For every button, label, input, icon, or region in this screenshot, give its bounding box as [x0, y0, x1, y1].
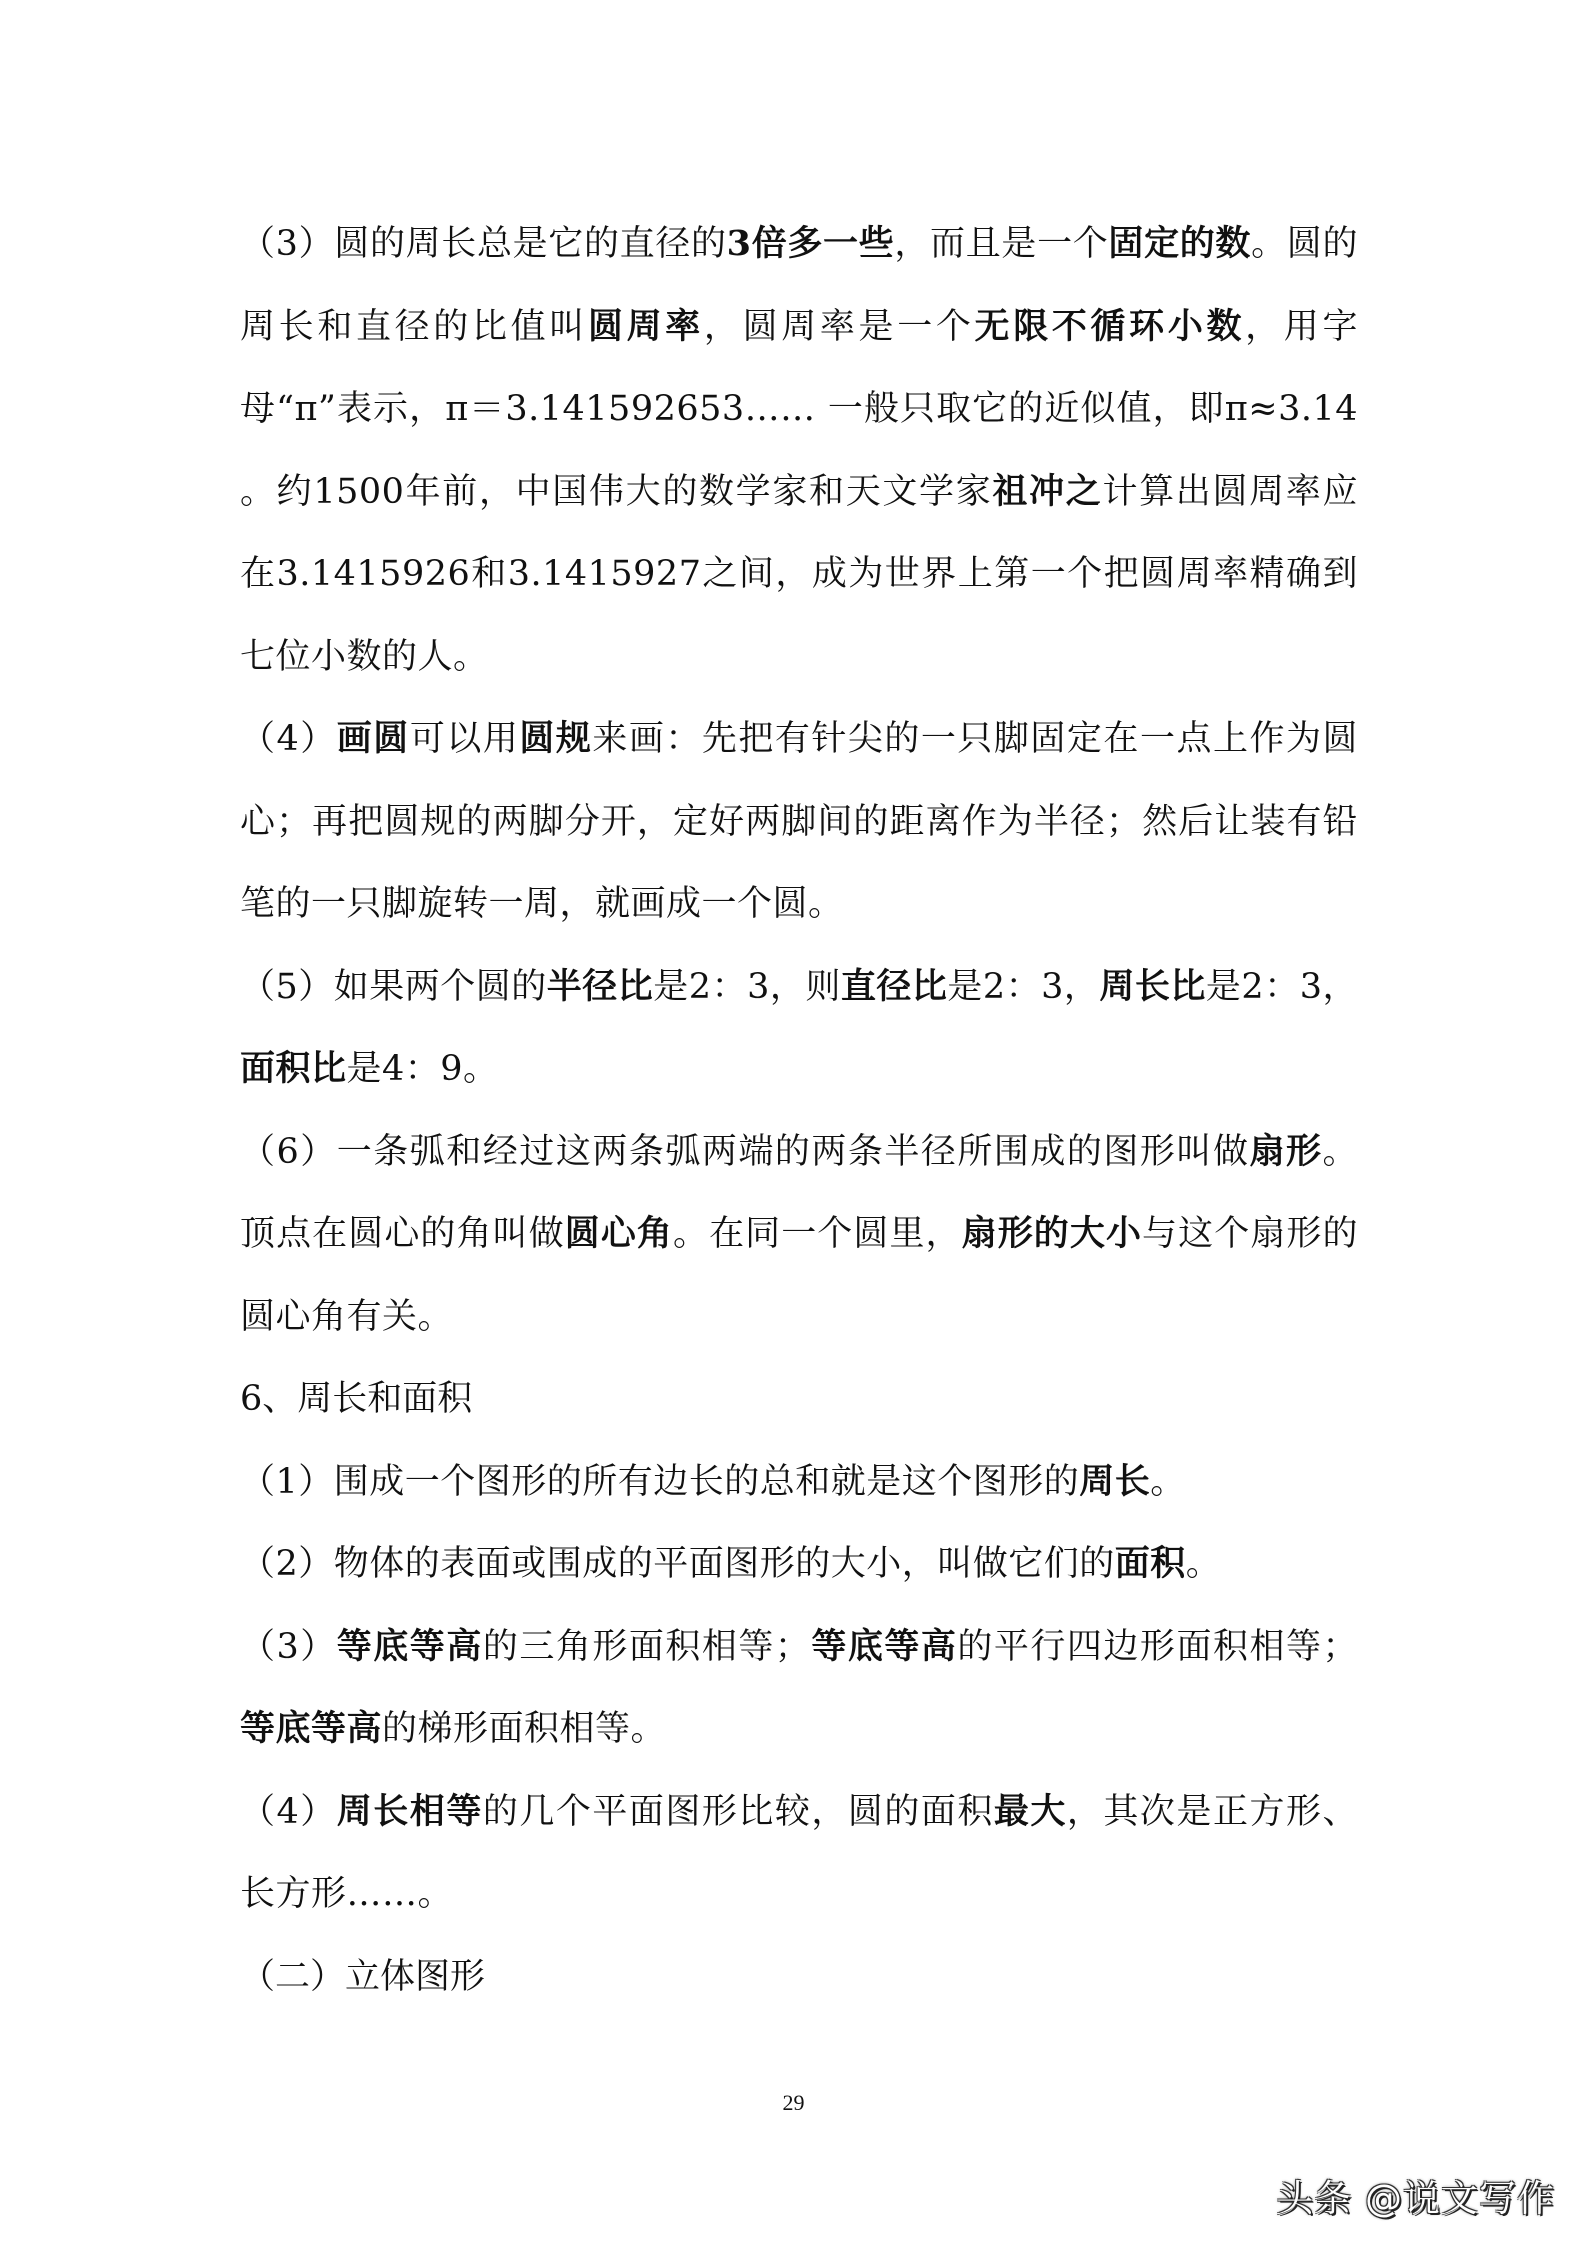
- section-heading-perimeter-area: 6、周长和面积: [240, 1379, 473, 1419]
- page-number: 29: [782, 2090, 805, 2115]
- text-run: （3）圆的周长总是它的直径的: [240, 224, 727, 264]
- text-run: （2）物体的表面或围成的平面图形的大小，叫做它们的: [240, 1544, 1115, 1584]
- bold-term: 半径比: [546, 965, 654, 1007]
- bold-term: 画圆: [336, 718, 410, 759]
- text-run: 是4：9。: [346, 1049, 499, 1089]
- text-run: ，用字母“π”表示，π＝3.141592653…… 一般只取它的近似值，即π≈3.14 。约1500年前，中国伟大的数学家和天文学家: [240, 306, 1358, 512]
- text-run: 来画：先把有针尖的一只脚固定在一点上作为圆心；再把圆规的两脚分开，定好两脚间的距离作为半径；然后让装有铅笔的一只脚旋转一周，就画成一个圆。: [240, 719, 1358, 924]
- text-run: 与这个扇形的圆心角有关。: [240, 1214, 1358, 1337]
- text-run: 的几个平面图形比较，圆的面积: [482, 1791, 994, 1832]
- bold-term: 无限不循环小数: [974, 305, 1246, 347]
- bold-term: 圆心角: [564, 1213, 673, 1254]
- text-run: 的梯形面积相等。: [382, 1709, 667, 1749]
- bold-term: 面积: [1114, 1543, 1186, 1584]
- text-run: （1）围成一个图形的所有边长的总和就是这个图形的: [240, 1461, 1080, 1502]
- text-run: 可以用: [409, 719, 520, 759]
- bold-term: 等底等高: [240, 1708, 383, 1749]
- bold-term: 固定的数: [1108, 223, 1252, 264]
- bold-term: 扇形: [1249, 1130, 1323, 1172]
- paragraph-equal-base-height: [240, 1606, 1358, 1771]
- subsection-heading-solid-figures: （二）立体图形: [240, 1956, 486, 1997]
- text-run: 计算出圆周率应在3.1415926和3.1415927之间，成为世界上第一个把圆周率精确到七位小数的人。: [240, 471, 1358, 677]
- text-run: 是2：3，: [947, 966, 1100, 1007]
- bold-term: 面积比: [240, 1048, 347, 1089]
- bold-term: 周长: [1079, 1460, 1151, 1502]
- paragraph-drawing-circle: [240, 698, 1358, 946]
- text-run: （4）: [240, 1791, 337, 1832]
- text-run: 的三角形面积相等；: [482, 1626, 811, 1667]
- bold-term: 扇形的大小: [961, 1213, 1143, 1254]
- text-run: 。在同一个圆里，: [672, 1214, 962, 1254]
- text-run: 是2：3，则: [653, 966, 841, 1007]
- text-run: 。: [1150, 1461, 1186, 1502]
- text-run: （3）: [240, 1626, 337, 1667]
- bold-term: 直径比: [840, 965, 948, 1007]
- text-run: 。: [1185, 1544, 1222, 1584]
- watermark-text: 头条 @说文写作: [1276, 2177, 1555, 2220]
- paragraph-equal-perimeter: [240, 1771, 1358, 1936]
- text-run: ，圆周率是一个: [703, 306, 975, 347]
- text-run: 是2：3，: [1205, 966, 1358, 1007]
- paragraph-area-definition: [240, 1523, 1358, 1606]
- paragraph-ratios: [240, 946, 1358, 1111]
- text-run: 的平行四边形面积相等；: [957, 1626, 1358, 1667]
- bold-term: 最大: [993, 1790, 1067, 1832]
- document-page: [240, 203, 1358, 2018]
- paragraph-perimeter-definition: [240, 1441, 1358, 1524]
- bold-term: 祖冲之: [992, 470, 1103, 512]
- bold-term: 圆规: [519, 718, 593, 759]
- text-run: （6）一条弧和经过这两条弧两端的两条半径所围成的图形叫做: [240, 1131, 1250, 1172]
- text-run: 。顶点在圆心的角叫做: [240, 1131, 1358, 1254]
- bold-term: 周长相等: [336, 1790, 483, 1832]
- text-run: ，而且是一个: [894, 224, 1109, 264]
- text-run: （5）如果两个圆的: [240, 966, 547, 1007]
- bold-term: 3倍多一些: [726, 223, 895, 264]
- paragraph-sector: [240, 1111, 1358, 1359]
- bold-term: 周长比: [1099, 965, 1206, 1007]
- text-run: ，其次是正方形、长方形……。: [240, 1791, 1358, 1914]
- bold-term: 等底等高: [336, 1625, 483, 1667]
- bold-term: 圆周率: [587, 305, 704, 347]
- text-run: （4）: [240, 719, 337, 759]
- paragraph-circumference: [240, 203, 1358, 698]
- bold-term: 等底等高: [810, 1625, 958, 1667]
- text-run: 。圆的周长和直径的比值叫: [240, 224, 1358, 347]
